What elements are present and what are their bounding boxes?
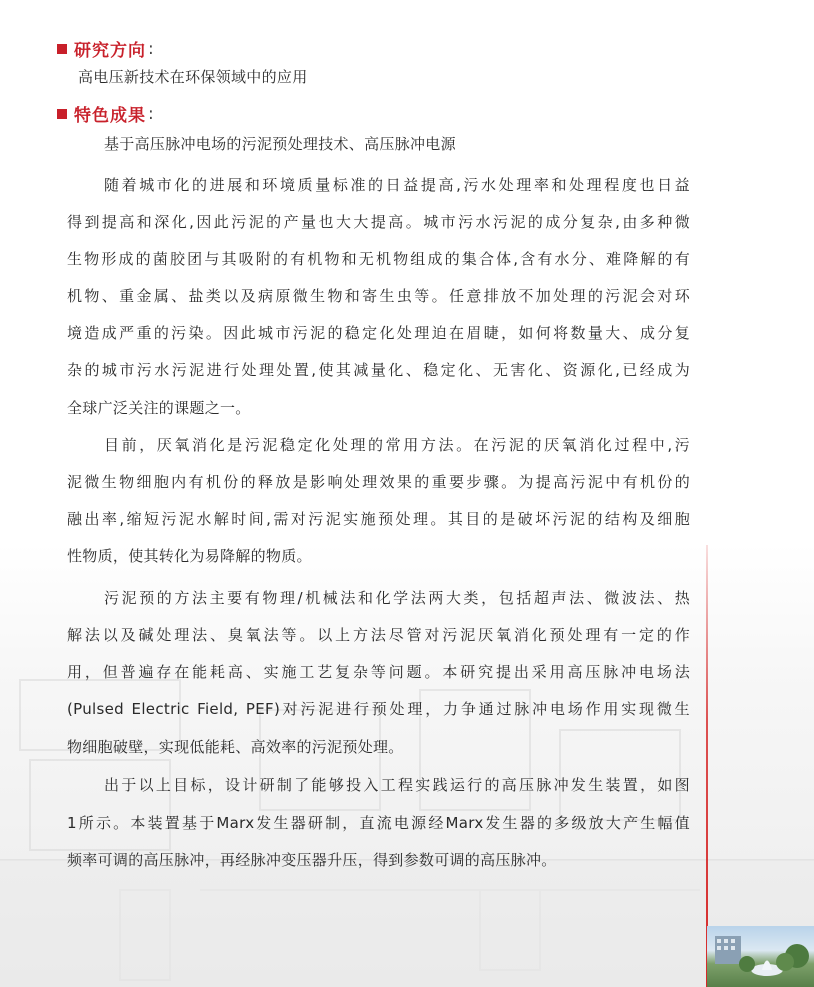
- paragraph-line: 性物质，使其转化为易降解的物质。: [67, 547, 312, 565]
- paragraph-line: 机物、重金属、盐类以及病原微生物和寄生虫等。任意排放不加处理的污泥会对环: [67, 287, 690, 305]
- decorative-red-rule: [706, 545, 708, 987]
- paragraph-line: 解法以及碱处理法、臭氧法等。以上方法尽管对污泥厌氧消化预处理有一定的作: [67, 626, 690, 644]
- heading-label: 研究方向: [74, 41, 146, 61]
- research-direction-heading: 研究方向 :: [57, 36, 155, 61]
- paragraph-line: 随着城市化的进展和环境质量标准的日益提高,污水处理率和处理程度也日益: [104, 176, 690, 194]
- heading-label: 特色成果: [74, 106, 146, 126]
- paragraph-line: 生物形成的菌胶团与其吸附的有机物和无机物组成的集合体,含有水分、难降解的有: [67, 250, 690, 268]
- paragraph-line: 物细胞破壁，实现低能耗、高效率的污泥预处理。: [67, 738, 404, 756]
- paragraph-line: 频率可调的高压脉冲，再经脉冲变压器升压，得到参数可调的高压脉冲。: [67, 851, 557, 869]
- paragraph-line: 污泥预的方法主要有物理/机械法和化学法两大类，包括超声法、微波法、热: [104, 589, 690, 607]
- paragraph-line: 泥微生物细胞内有机份的释放是影响处理效果的重要步骤。为提高污泥中有机份的: [67, 473, 690, 491]
- featured-results-subtitle: 基于高压脉冲电场的污泥预处理技术、高压脉冲电源: [104, 135, 456, 153]
- paragraph-line: 得到提高和深化,因此污泥的产量也大大提高。城市污水污泥的成分复杂,由多种微: [67, 213, 690, 231]
- paragraph-line: 境造成严重的污染。因此城市污泥的稳定化处理迫在眉睫，如何将数量大、成分复: [67, 324, 690, 342]
- paragraph-line: 用，但普遍存在能耗高、实施工艺复杂等问题。本研究提出采用高压脉冲电场法: [67, 663, 690, 681]
- paragraph-line: (Pulsed Electric Field, PEF)对污泥进行预处理，力争通过脉冲电场作用实现微生: [67, 700, 690, 718]
- campus-thumbnail-image: [707, 926, 814, 987]
- paragraph-line: 1所示。本装置基于Marx发生器研制，直流电源经Marx发生器的多级放大产生幅值: [67, 814, 690, 832]
- featured-results-heading: 特色成果 :: [57, 101, 155, 126]
- square-bullet-icon: [57, 44, 67, 54]
- paragraph-line: 目前，厌氧消化是污泥稳定化处理的常用方法。在污泥的厌氧消化过程中,污: [104, 436, 690, 454]
- research-direction-text: 高电压新技术在环保领域中的应用: [78, 68, 308, 86]
- paragraph-line: 融出率,缩短污泥水解时间,需对污泥实施预处理。其目的是破坏污泥的结构及细胞: [67, 510, 690, 528]
- square-bullet-icon: [57, 109, 67, 119]
- paragraph-line: 杂的城市污水污泥进行处理处置,使其减量化、稳定化、无害化、资源化,已经成为: [67, 361, 690, 379]
- paragraph-line: 出于以上目标，设计研制了能够投入工程实践运行的高压脉冲发生装置，如图: [104, 776, 690, 794]
- paragraph-line: 全球广泛关注的课题之一。: [67, 399, 251, 417]
